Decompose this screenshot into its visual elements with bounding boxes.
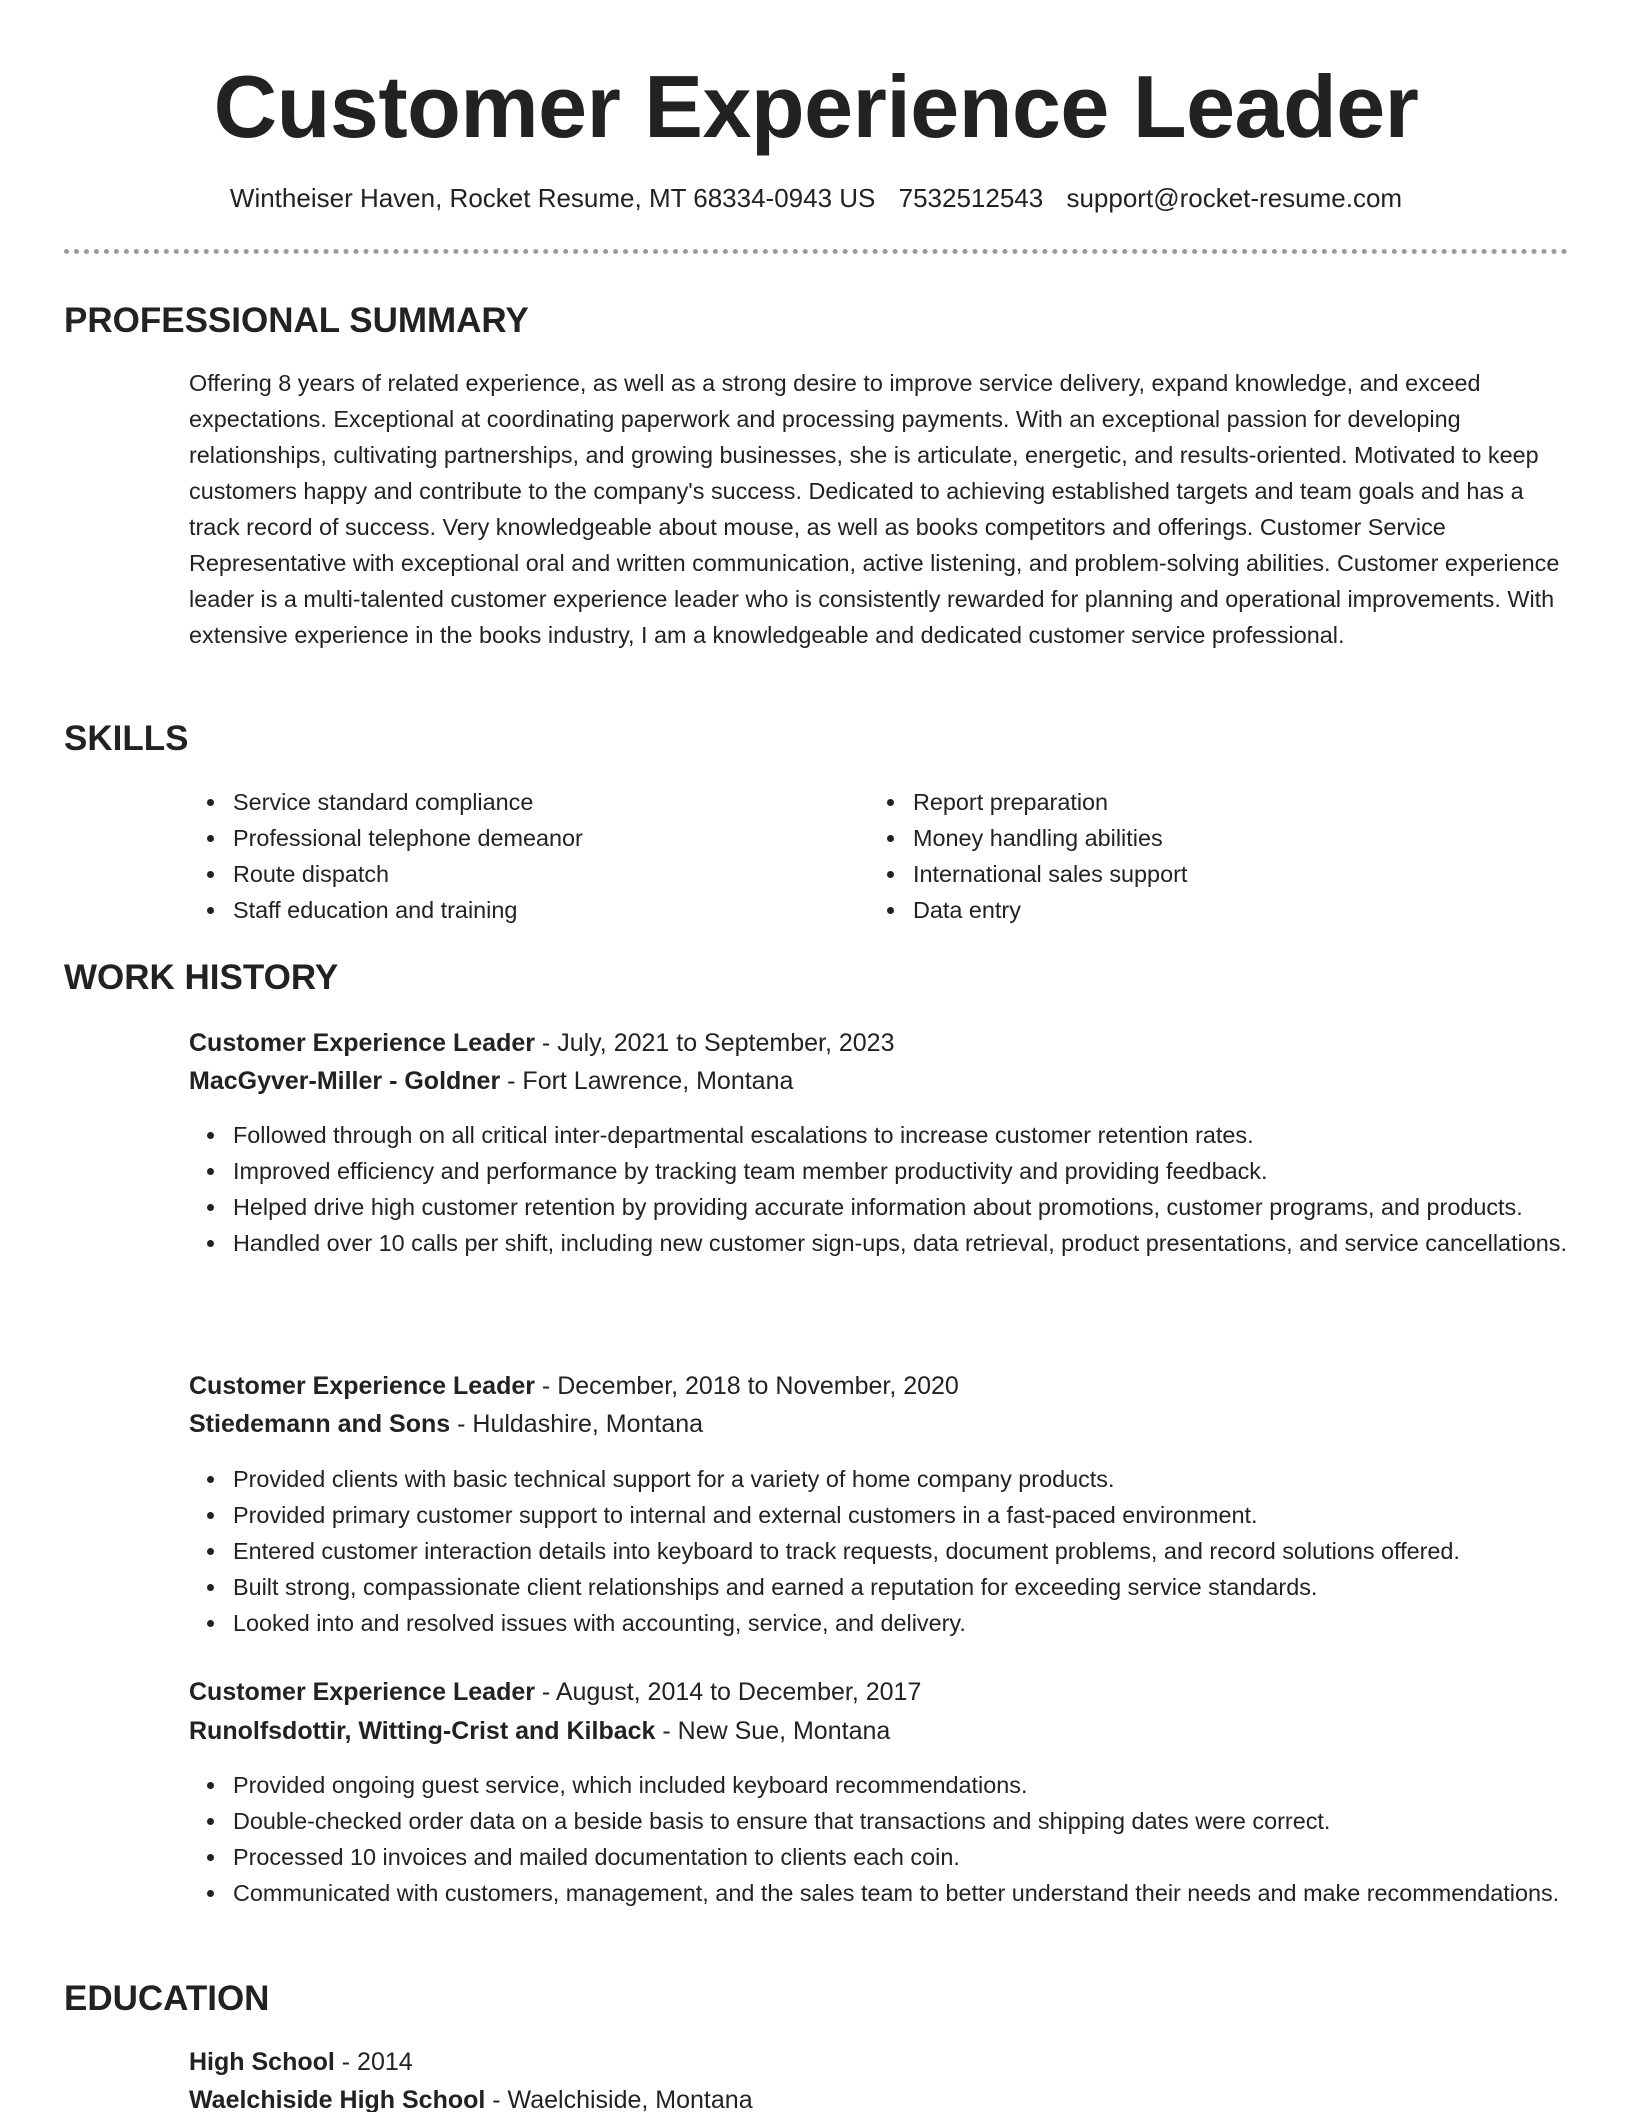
job-3-location: - New Sue, Montana [655,1717,891,1745]
resume-name: Customer Experience Leader [213,57,1419,156]
job-bullet: Handled over 10 calls per shift, including new customer sign-ups, data retrieval, product presentations, and service cancellations. [189,1225,1569,1261]
job-1-role: Customer Experience Leader [189,1029,535,1057]
job-1-location: - Fort Lawrence, Montana [500,1067,794,1095]
job-bullet: Communicated with customers, management, and the sales team to better understand their needs and make recommendations. [189,1875,1569,1911]
skills-title: SKILLS [64,719,189,758]
job-1-dates: - July, 2021 to September, 2023 [534,1029,895,1057]
summary-title: PROFESSIONAL SUMMARY [64,301,529,340]
job-2-bullets [189,1461,1569,1641]
job-bullet: Double-checked order data on a beside basis to ensure that transactions and shipping dates were correct. [189,1803,1569,1839]
job-2-company-line [189,1405,1569,1443]
job-1-bullets [189,1117,1569,1261]
job-bullet: Looked into and resolved issues with accounting, service, and delivery. [189,1605,1569,1641]
header-divider [64,249,1568,254]
skills-column-2 [869,784,1549,928]
job-bullet: Built strong, compassionate client relationships and earned a reputation for exceeding service standards. [189,1569,1569,1605]
job-2-location: - Huldashire, Montana [450,1410,704,1438]
job-2-company: Stiedemann and Sons [189,1410,451,1438]
contact-email: support@rocket-resume.com [1066,183,1403,213]
job-3-dates: - August, 2014 to December, 2017 [534,1678,922,1706]
work-title: WORK HISTORY [64,958,339,997]
job-2-role: Customer Experience Leader [189,1372,535,1400]
job-3-bullets [189,1767,1569,1911]
job-bullet: Improved efficiency and performance by tracking team member productivity and providing feedback. [189,1153,1569,1189]
skill-item: Route dispatch [189,856,869,892]
job-2-dates: - December, 2018 to November, 2020 [534,1372,959,1400]
job-3-company: Runolfsdottir, Witting-Crist and Kilback [189,1717,656,1745]
education-title: EDUCATION [64,1979,270,2018]
job-bullet: Provided clients with basic technical support for a variety of home company products. [189,1461,1569,1497]
job-1-company-line [189,1062,1569,1100]
job-bullet: Processed 10 invoices and mailed documentation to clients each coin. [189,1839,1569,1875]
job-3-title-line [189,1673,1569,1711]
skill-item: Money handling abilities [869,820,1549,856]
skill-item: Service standard compliance [189,784,869,820]
education-year: - 2014 [334,2048,413,2076]
skill-item: International sales support [869,856,1549,892]
job-3-company-line [189,1712,1569,1750]
contact-phone: 7532512543 [898,183,1044,213]
education-location: - Waelchiside, Montana [485,2086,753,2112]
job-bullet: Provided primary customer support to internal and external customers in a fast-paced environment. [189,1497,1569,1533]
job-1-title-line [189,1024,1569,1062]
job-1-company: MacGyver-Miller - Goldner [189,1067,501,1095]
education-school-line [189,2081,1569,2112]
job-bullet: Provided ongoing guest service, which included keyboard recommendations. [189,1767,1569,1803]
summary-text: Offering 8 years of related experience, as well as a strong desire to improve service delivery, expand knowledge, and exceed expectations. Exceptional at coordinating paperwork and processing payments. With an exceptional passion for developing relationships, cultivating partnerships, and growing businesses, she is articulate, energetic, and results-oriented. Motivated to keep customers happy and contribute to the company's success. Dedicated to achieving established targets and team goals and has a track record of success. Very knowledgeable about mouse, as well as books competitors and offerings. Customer Service Representative with exceptional oral and written communication, active listening, and problem-solving abilities. Customer experience leader is a multi-talented customer experience leader who is consistently rewarded for planning and operational improvements. With extensive experience in the books industry, I am a knowledgeable and dedicated customer service professional. [189,370,1560,648]
job-bullet: Entered customer interaction details into keyboard to track requests, document problems, and record solutions offered. [189,1533,1569,1569]
education-school: Waelchiside High School [189,2086,486,2112]
skill-item: Report preparation [869,784,1549,820]
skills-column-1 [189,784,869,928]
contact-line [0,180,1632,216]
skills-list [189,784,1569,928]
job-2-title-line [189,1367,1569,1405]
job-bullet: Helped drive high customer retention by providing accurate information about promotions, customer programs, and products. [189,1189,1569,1225]
contact-address: Wintheiser Haven, Rocket Resume, MT 68334-0943 US [229,183,876,213]
skill-item: Staff education and training [189,892,869,928]
education-degree: High School [189,2048,335,2076]
skill-item: Data entry [869,892,1549,928]
job-3-role: Customer Experience Leader [189,1678,535,1706]
skill-item: Professional telephone demeanor [189,820,869,856]
job-bullet: Followed through on all critical inter-departmental escalations to increase customer retention rates. [189,1117,1569,1153]
education-degree-line [189,2043,1569,2081]
